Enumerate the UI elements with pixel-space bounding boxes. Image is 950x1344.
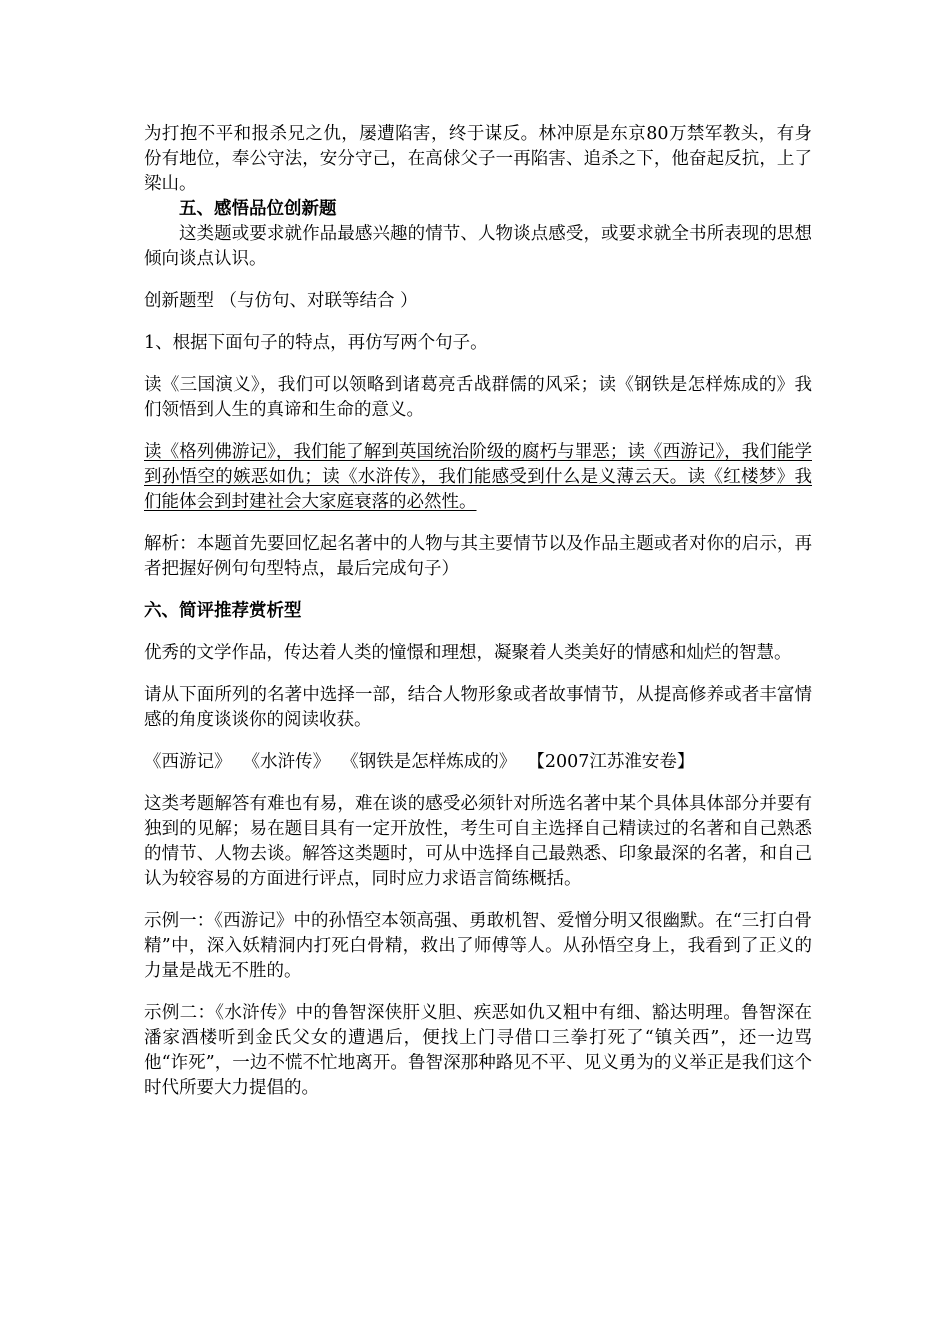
- innovation-type-label: 创新题型 （与仿句、对联等结合 ）: [144, 291, 418, 311]
- section-heading-5: 五、感悟品位创新题: [179, 199, 337, 219]
- paragraph-section-6-intro: 优秀的文学作品，传达着人类的憧憬和理想，凝聚着人类美好的情感和灿烂的智慧。: [144, 643, 792, 663]
- answer-sentence: 读《格列佛游记》，我们能了解到英国统治阶级的腐朽与罪恶；读《西游记》，我们能学到孙悟空的嫉恶如仇；读《水浒传》，我们能感受到什么是义薄云天。读《红楼梦》我们能体会到封建社会大家庭衰落的必然性。: [144, 442, 812, 512]
- question-1: 1、根据下面句子的特点，再仿写两个句子。: [144, 333, 488, 353]
- section-heading-6: 六、简评推荐赏析型: [144, 601, 302, 621]
- paragraph-section-5-description: 这类题或要求就作品最感兴趣的情节、人物谈点感受，或要求就全书所表现的思想倾向谈点认识。: [144, 224, 812, 269]
- example-2-paragraph: 示例二：《水浒传》中的鲁智深侠肝义胆、疾恶如仇又粗中有细、豁达明理。鲁智深在潘家酒楼听到金氏父女的遭遇后，便找上门寻借口三拳打死了“镇关西”，还一边骂他“诈死”，一边不慌不忙地离开。鲁智深那种路见不平、见义勇为的义举正是我们这个时代所要大力提倡的。: [144, 1003, 812, 1098]
- example-1-paragraph: 示例一：《西游记》中的孙悟空本领高强、勇敢机智、爱憎分明又很幽默。在“三打白骨精”中，深入妖精洞内打死白骨精，救出了师傅等人。从孙悟空身上，我看到了正义的力量是战无不胜的。: [144, 911, 812, 981]
- document-page: [144, 122, 812, 1101]
- analysis-paragraph: 解析：本题首先要回忆起名著中的人物与其主要情节以及作品主题或者对你的启示，再者把握好例句句型特点，最后完成句子）: [144, 534, 812, 579]
- paragraph-lin-chong: 为打抱不平和报杀兄之仇，屡遭陷害，终于谋反。林冲原是东京80万禁军教头，有身份有地位，奉公守法，安分守己，在高俅父子一再陷害、追杀之下，他奋起反抗，上了梁山。: [144, 124, 812, 194]
- paragraph-answer-method: 这类考题解答有难也有易，难在谈的感受必须针对所选名著中某个具体具体部分并要有独到的见解；易在题目具有一定开放性，考生可自主选择自己精读过的名著和自己熟悉的情节、人物去谈。解答这类题时，可从中选择自己最熟悉、印象最深的名著，和自己认为较容易的方面进行评点，同时应力求语言简练概括。: [144, 794, 812, 889]
- book-list: 《西游记》 《水浒传》 《钢铁是怎样炼成的》 【2007江苏淮安卷】: [144, 752, 695, 772]
- paragraph-section-6-task: 请从下面所列的名著中选择一部，结合人物形象或者故事情节，从提高修养或者丰富情感的角度谈谈你的阅读收获。: [144, 685, 812, 730]
- example-sentence: 读《三国演义》，我们可以领略到诸葛亮舌战群儒的风采；读《钢铁是怎样炼成的》我们领悟到人生的真谛和生命的意义。: [144, 375, 812, 420]
